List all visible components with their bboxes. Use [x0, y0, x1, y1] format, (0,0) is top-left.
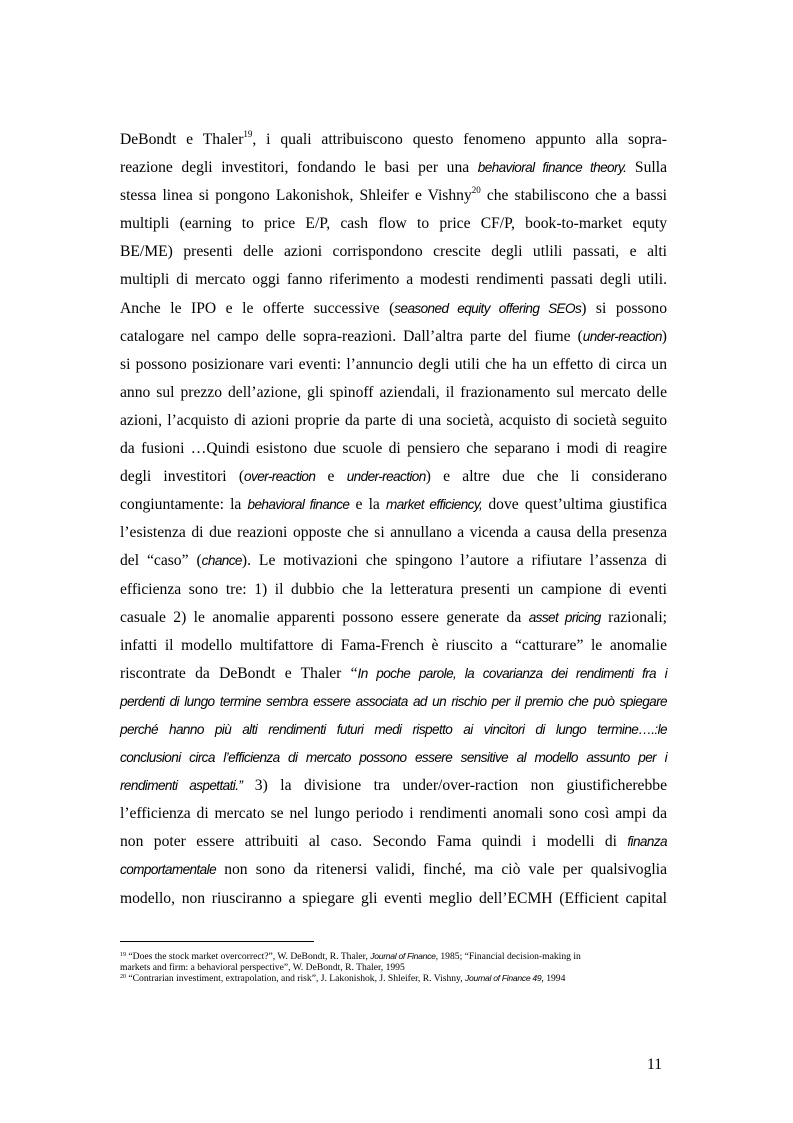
text-line: modello, non riusciranno a spiegare gli eventi meglio dell’ECMH (Efficient capital [120, 889, 667, 907]
text-line: si possono posizionare vari eventi: l’annuncio degli utili che ha un effetto di circa un [120, 355, 667, 373]
text-line: multipli di mercato oggi fanno riferimento a modesti rendimenti passati degli utili. [120, 271, 667, 289]
text-line: anno sul prezzo dell’azione, gli spinoff aziendali, il frazionamento sul mercato delle [120, 383, 667, 401]
footnote-20: $^{20}$ “Contrarian investiment, extrapolation, and risk”, J. Lakonishok, J. Shleifer, R. Vishny, Journal of Finance 49, 1994 [120, 973, 566, 984]
text-line: congiuntamente: la behavioral finance e la market efficiency, dove quest’ultima giustifica [120, 496, 667, 514]
text-line: efficienza sono tre: 1) il dubbio che la letteratura presenti un campione di eventi [120, 580, 667, 598]
text-line: reazione degli investitori, fondando le basi per una behavioral finance theory. Sulla [120, 159, 667, 177]
text-line: BE/ME) presenti delle azioni corrispondono crescite degli utlili passati, e alti [120, 243, 667, 261]
text-line: azioni, l’acquisto di azioni proprie da parte di una società, acquisto di società seguito [120, 411, 667, 429]
text-line: riscontrate da DeBondt e Thaler “In poche parole, la covarianza dei rendimenti fra i [120, 664, 668, 682]
footnotes [120, 951, 667, 984]
text-line: DeBondt e Thaler$^{19}$, i quali attribuiscono questo fenomeno appunto alla sopra- [120, 129, 667, 148]
text-line: casuale 2) le anomalie apparenti possono essere generate da asset pricing razionali; [120, 608, 668, 626]
text-line: del “caso” (chance). Le motivazioni che spingono l’autore a rifiutare l’assenza di [120, 552, 667, 570]
text-line: rendimenti aspettati.” 3) la divisione tra under/over-raction non giustificherebbe [120, 777, 667, 795]
page-number: 11 [647, 1056, 663, 1073]
quote-line: perdenti di lungo termine sembra essere associata ad un rischio per il premio che può spiegare [120, 693, 667, 709]
text-line: infatti il modello multifattore di Fama-French è riuscito a “catturare” le anomalie [120, 636, 667, 654]
footnote-separator [120, 941, 314, 942]
text-line: comportamentale non sono da ritenersi validi, finché, ma ciò vale per qualsivoglia [120, 861, 667, 879]
quote-line: perché hanno più alti rendimenti futuri medi rispetto ai vincitori di lungo termine….:le [120, 721, 667, 737]
text-line: l’esistenza di due reazioni opposte che si annullano a vicenda a causa della presenza [120, 524, 667, 542]
footnote-ref[interactable]: 19 [243, 129, 253, 139]
body-text [120, 126, 667, 913]
quote-line: conclusioni circa l’efficienza di mercato possono essere sensitive al modello assunto per i [120, 750, 667, 766]
text-line: catalogare nel campo delle sopra-reazioni. Dall’altra parte del fiume (under-reaction) [120, 327, 667, 345]
footnote-19: $^{19}$ “Does the stock market overcorrect?”, W. DeBondt, R. Thaler, Journal of Finance, 1985; “Financial decision-making in markets and firm: a behavioral perspective”, W. DeBondt, R. Thaler, 1995 [120, 951, 581, 973]
text-line: stessa linea si pongono Lakonishok, Shleifer e Vishny$^{20}$ che stabiliscono che a bassi [120, 185, 667, 205]
text-line: da fusioni …Quindi esistono due scuole di pensiero che separano i modi di reagire [120, 440, 667, 458]
text-line: Anche le IPO e le offerte successive (seasoned equity offering SEOs) si possono [120, 299, 667, 317]
text-line: non poter essere attribuiti al caso. Secondo Fama quindi i modelli di finanza [120, 833, 667, 851]
text-line: multipli (earning to price E/P, cash flow to price CF/P, book-to-market equty [120, 215, 667, 233]
footnote-ref[interactable]: 20 [471, 185, 481, 196]
text-line: l’efficienza di mercato se nel lungo periodo i rendimenti anomali sono così ampi da [120, 805, 667, 823]
text-line: degli investitori (over-reaction e under-reaction) e altre due che li considerano [120, 468, 667, 486]
